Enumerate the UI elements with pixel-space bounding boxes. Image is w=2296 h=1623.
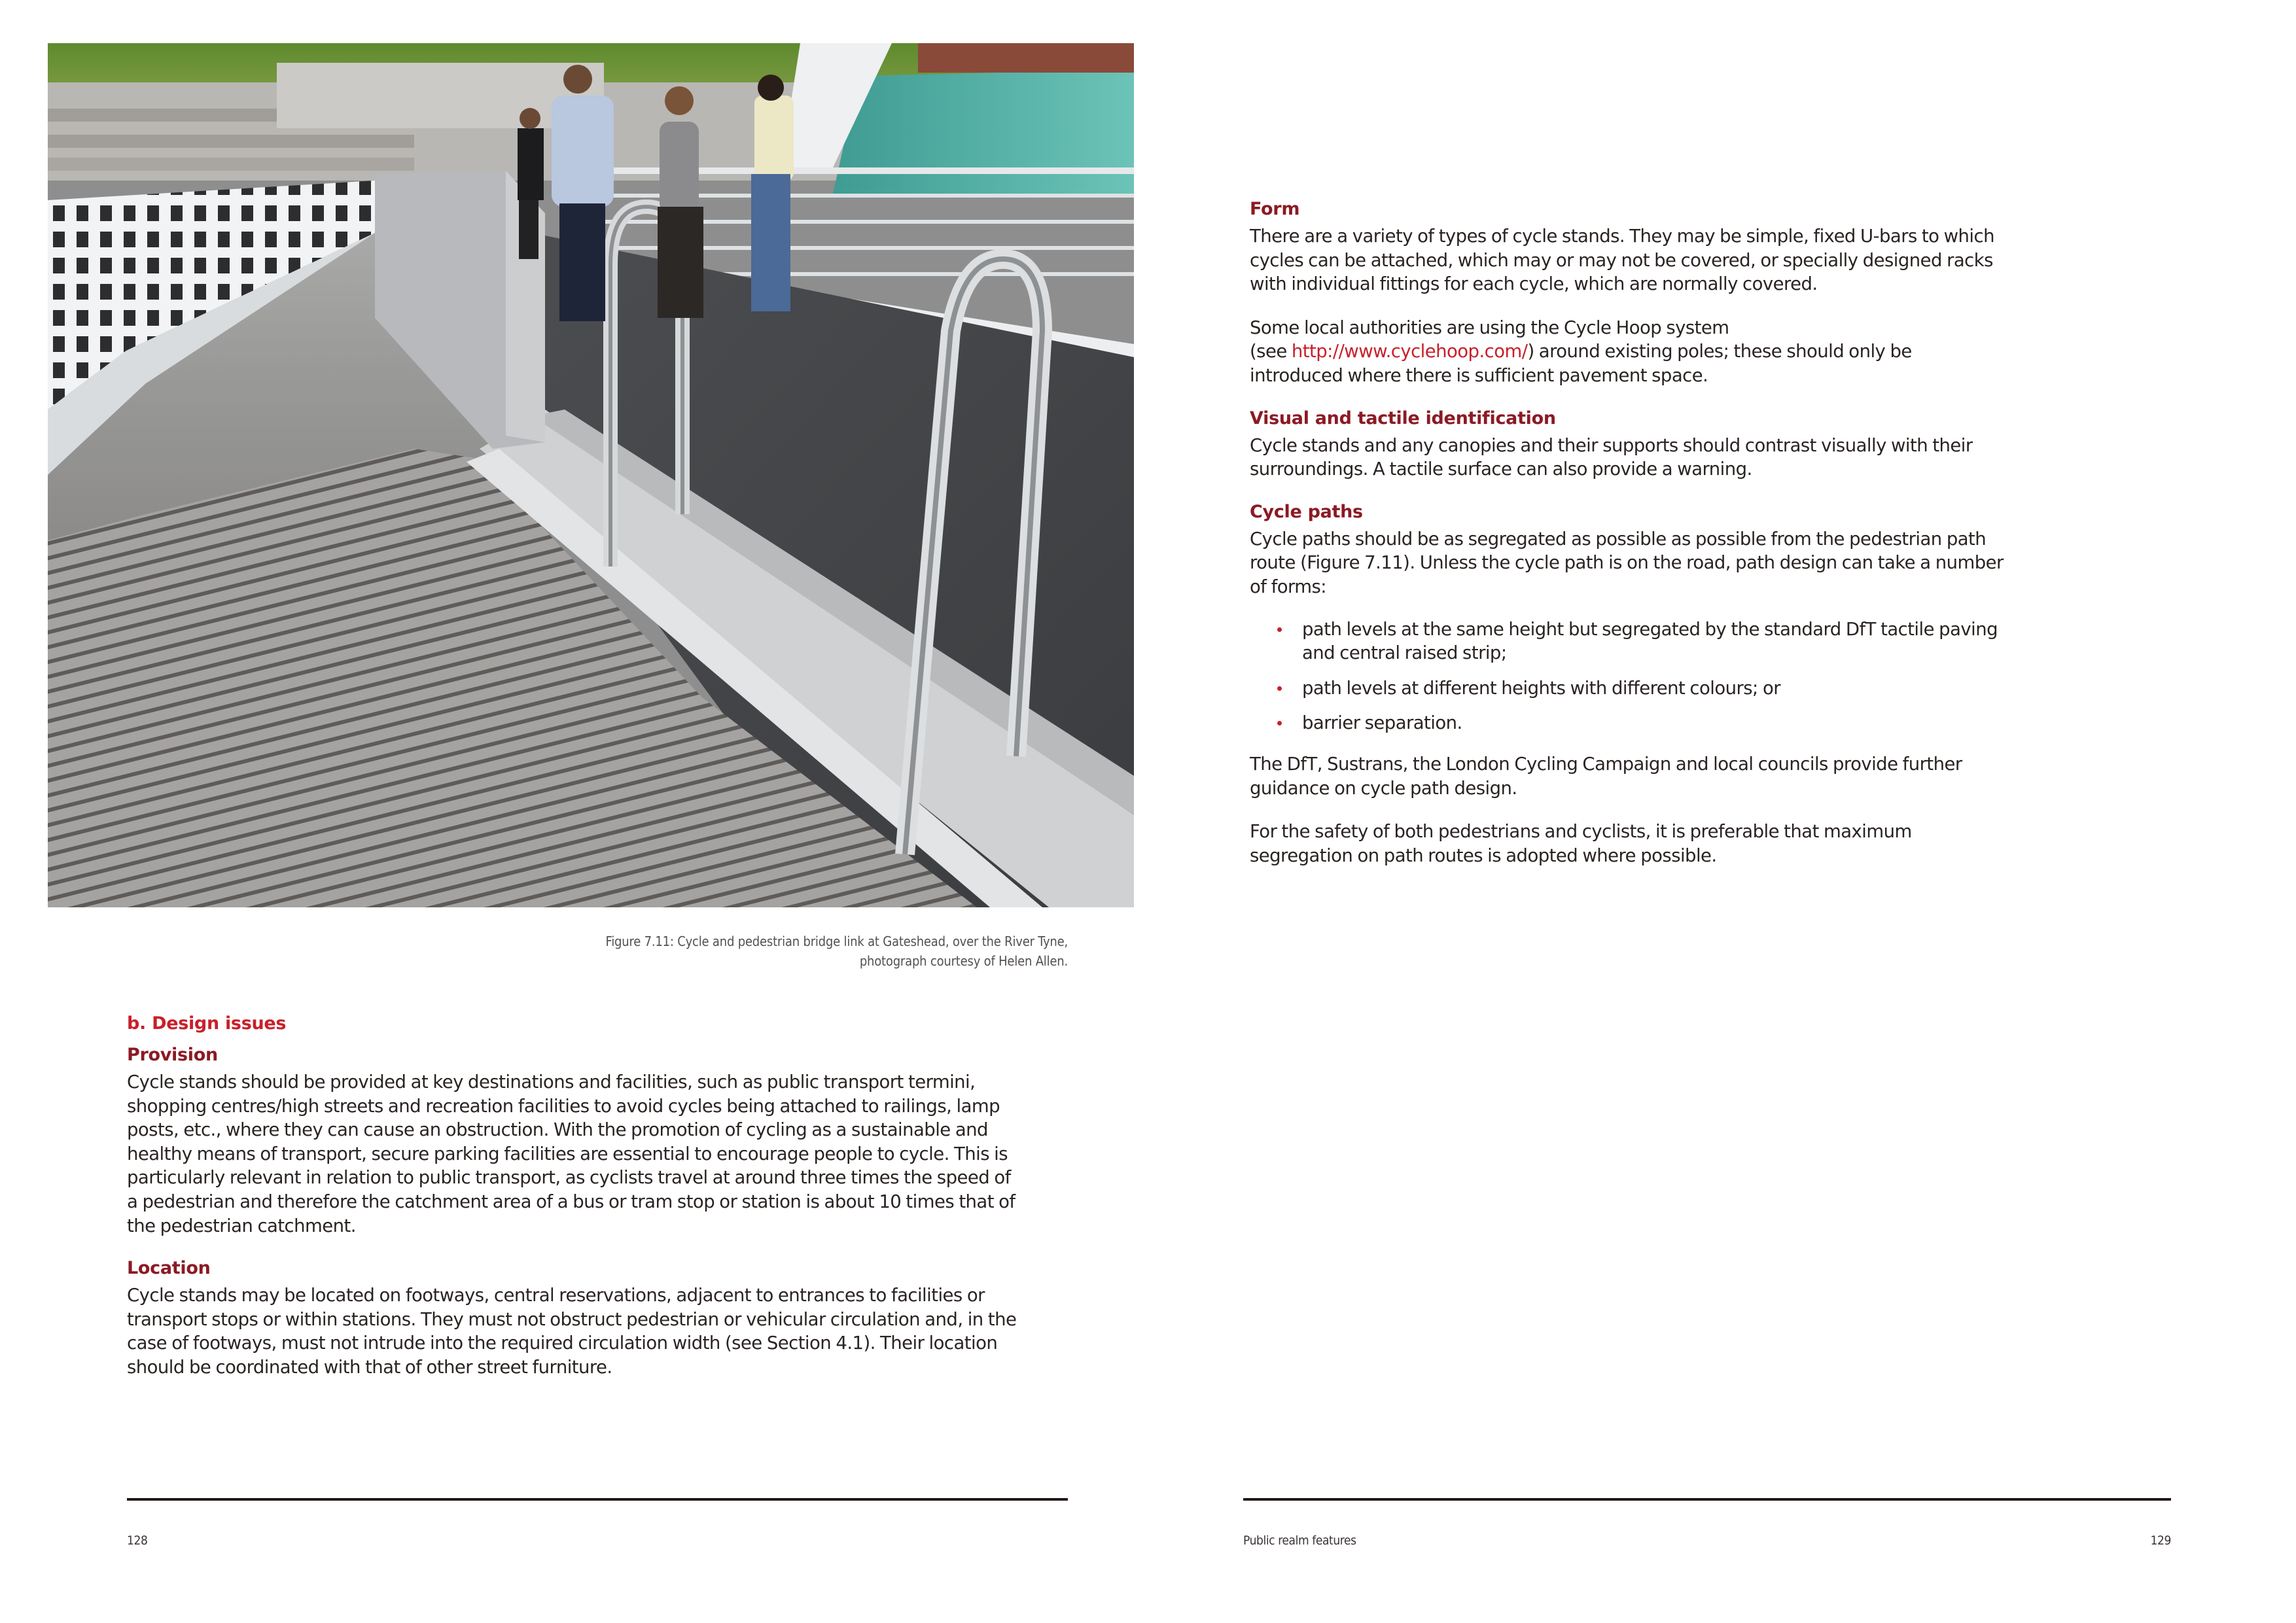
text-fragment: (see: [1250, 341, 1292, 362]
list-item: [1250, 711, 2179, 735]
text-line: surroundings. A tactile surface can also provide a warning.: [1250, 459, 1752, 480]
caption-line: photograph courtesy of Helen Allen.: [859, 953, 1068, 969]
section-label: b. Design issues: [127, 1013, 287, 1034]
text-line: cycles can be attached, which may or may not be covered, or specially designed racks: [1250, 249, 1993, 271]
right-text-column: [1250, 198, 2179, 887]
text-fragment: ) around existing poles; these should only be: [1527, 341, 1912, 362]
text-line: transport stops or within stations. They must not obstruct pedestrian or vehicular circulation and, in the: [127, 1308, 1017, 1330]
caption-line: Figure 7.11: Cycle and pedestrian bridge link at Gateshead, over the River Tyne,: [605, 934, 1068, 949]
text-line: shopping centres/high streets and recreation facilities to avoid cycles being attached to railings, lamp: [127, 1095, 1000, 1117]
list-item: [1250, 618, 2179, 665]
text-line: with individual fittings for each cycle, which are normally covered.: [1250, 273, 1818, 295]
bullet-dot-icon: [1277, 627, 1282, 632]
text-line: of forms:: [1250, 576, 1327, 597]
text-line: Cycle stands may be located on footways, central reservations, adjacent to entrances to facilities or: [127, 1285, 985, 1306]
text-line: a pedestrian and therefore the catchment area of a bus or tram stop or station is about 10 times that of: [127, 1191, 1016, 1212]
text-line: [1250, 340, 2179, 364]
heading-form: Form: [1250, 199, 1300, 219]
heading-location: Location: [127, 1258, 211, 1279]
paragraph-cycle-hoop: [1250, 316, 2179, 388]
text-line: Cycle paths should be as segregated as possible as possible from the pedestrian path: [1250, 528, 1987, 550]
paragraph-safety: [1250, 820, 2179, 867]
path-forms-list: [1250, 618, 2179, 735]
bullet-dot-icon: [1277, 686, 1282, 691]
text-line: case of footways, must not intrude into the required circulation width (see Section 4.1). Their location: [127, 1333, 998, 1354]
text-line: Some local authorities are using the Cycle Hoop system: [1250, 317, 1729, 338]
paragraph-form: [1250, 224, 2179, 296]
heading-provision: Provision: [127, 1045, 218, 1065]
text-line: particularly relevant in relation to public transport, as cyclists travel at around three times the speed of: [127, 1167, 1011, 1189]
text-line: Cycle stands should be provided at key destinations and facilities, such as public transport termini,: [127, 1072, 976, 1092]
text-line: Cycle stands and any canopies and their supports should contrast visually with their: [1250, 434, 1973, 456]
page-number: 128: [127, 1533, 148, 1548]
text-line: segregation on path routes is adopted where possible.: [1250, 845, 1717, 866]
text-line: path levels at the same height but segregated by the standard DfT tactile paving: [1302, 618, 1998, 640]
running-title: Public realm features: [1243, 1533, 1356, 1548]
bullet-dot-icon: [1277, 721, 1282, 725]
text-line: posts, etc., where they can cause an obstruction. With the promotion of cycling as a sustainable and: [127, 1119, 988, 1141]
text-line: The DfT, Sustrans, the London Cycling Campaign and local councils provide further: [1250, 753, 1962, 775]
text-line: introduced where there is sufficient pavement space.: [1250, 364, 1708, 386]
paragraph-visual-tactile: [1250, 434, 2179, 481]
heading-visual-tactile: Visual and tactile identification: [1250, 408, 1556, 428]
text-line: For the safety of both pedestrians and cyclists, it is preferable that maximum: [1250, 821, 1912, 843]
text-line: healthy means of transport, secure parking facilities are essential to encourage people to cycle. This is: [127, 1143, 1008, 1164]
text-line: guidance on cycle path design.: [1250, 777, 1517, 799]
paragraph-cycle-paths: [1250, 527, 2179, 599]
list-item: [1250, 676, 2179, 701]
text-line: the pedestrian catchment.: [127, 1215, 356, 1236]
text-line: and central raised strip;: [1302, 642, 1507, 664]
text-line: There are a variety of types of cycle stands. They may be simple, fixed U-bars to which: [1250, 226, 1994, 247]
page-number: 129: [2150, 1533, 2171, 1548]
heading-cycle-paths: Cycle paths: [1250, 501, 1363, 522]
text-line: should be coordinated with that of other street furniture.: [127, 1356, 612, 1378]
footer-rule: [1243, 1498, 2171, 1501]
text-line: barrier separation.: [1302, 712, 1462, 734]
cyclehoop-link[interactable]: http://www.cyclehoop.com/: [1291, 341, 1528, 362]
text-line: path levels at different heights with different colours; or: [1302, 677, 1780, 699]
text-line: route (Figure 7.11). Unless the cycle path is on the road, path design can take a number: [1250, 552, 2004, 574]
paragraph-guidance: [1250, 752, 2179, 800]
